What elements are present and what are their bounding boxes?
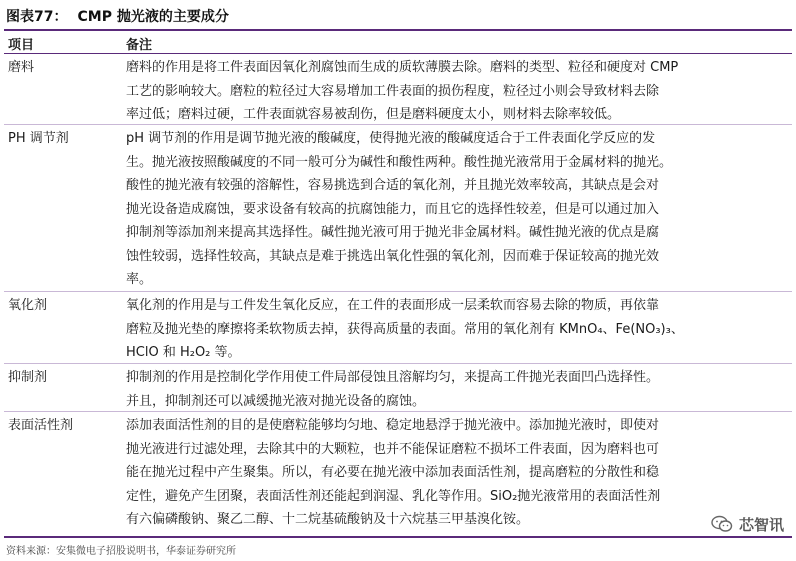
row-label: 表面活性剂 [8, 418, 74, 433]
row-notes [126, 414, 786, 532]
table-row [4, 125, 792, 292]
note-line: 率。 [126, 272, 153, 287]
wechat-icon [711, 515, 733, 533]
header-notes: 备注 [126, 38, 153, 53]
note-line: 工艺的影响较大。磨粒的粒径过大容易增加工件表面的损伤程度，粒径过小则会导致材料去除 [126, 83, 660, 99]
note-line: 定性，避免产生团聚，表面活性剂还能起到润湿、乳化等作用。SiO₂抛光液常用的表面活性剂 [126, 488, 661, 504]
note-line: 添加表面活性剂的目的是使磨粒能够均匀地、稳定地悬浮于抛光液中。添加抛光液时，即使对 [126, 418, 660, 433]
row-notes [126, 294, 786, 365]
figure-number: 图表77： [6, 9, 68, 25]
note-line: 磨料的作用是将工件表面因氧化剂腐蚀而生成的质软薄膜去除。磨料的类型、粒径和硬度对 CMP [126, 60, 679, 75]
watermark-text: 芯智讯 [738, 515, 784, 534]
note-line: 抛光设备造成腐蚀，要求设备有较高的抗腐蚀能力，而且它的选择性较差，但是可以通过加入 [126, 201, 660, 217]
table-row [4, 292, 792, 364]
note-line: 酸性的抛光液有较强的溶解性，容易挑选到合适的氧化剂，并且抛光效率较高，其缺点是会对 [126, 178, 660, 193]
note-line: 生。抛光液按照酸碱度的不同一般可分为碱性和酸性两种。酸性抛光液常用于金属材料的抛光。 [126, 154, 673, 170]
note-line: pH 调节剂的作用是调节抛光液的酸碱度，使得抛光液的酸碱度适合于工件表面化学反应的发 [126, 131, 656, 146]
row-label: 氧化剂 [8, 298, 48, 313]
note-line: 抑制剂等添加剂来提高其选择性。碱性抛光液可用于抛光非金属材料。碱性抛光液的优点是腐 [126, 225, 660, 240]
note-line: 抛光液进行过滤处理，去除其中的大颗粒，也并不能保证磨粒不损坏工件表面，因为磨料也可 [126, 441, 660, 457]
note-line: 率过低；磨料过硬，工件表面就容易被刮伤，但是磨料硬度太小，则材料去除率较低。 [126, 107, 621, 122]
watermark [707, 512, 788, 536]
figure-title [6, 6, 229, 26]
header-item: 项目 [8, 38, 35, 53]
row-notes [126, 366, 786, 413]
table-row [4, 412, 792, 538]
table-row [4, 364, 792, 412]
row-notes [126, 56, 786, 127]
table-row [4, 54, 792, 125]
table-header [4, 31, 792, 54]
note-line: 氧化剂的作用是与工件发生氧化反应，在工件的表面形成一层柔软而容易去除的物质，再依靠 [126, 298, 660, 313]
row-label: PH 调节剂 [8, 131, 69, 146]
figure-name: CMP 抛光液的主要成分 [77, 9, 229, 25]
note-line: 蚀性较弱，选择性较高，其缺点是难于挑选出氧化性强的氧化剂，因而难于保证较高的抛光效 [126, 248, 660, 264]
row-label: 磨料 [8, 60, 35, 75]
note-line: 抑制剂的作用是控制化学作用使工件局部侵蚀且溶解均匀，来提高工件抛光表面凹凸选择性。 [126, 370, 660, 385]
note-line: 能在抛光过程中产生聚集。所以，有必要在抛光液中添加表面活性剂，提高磨粒的分散性和稳 [126, 465, 660, 480]
note-line: HClO 和 H₂O₂ 等。 [126, 345, 241, 360]
note-line: 并且，抑制剂还可以减缓抛光液对抛光设备的腐蚀。 [126, 393, 426, 409]
row-notes [126, 127, 786, 292]
row-label: 抑制剂 [8, 370, 48, 385]
source-note: 资料来源：安集微电子招股说明书，华泰证券研究所 [6, 546, 236, 557]
note-line: 有六偏磷酸钠、聚乙二醇、十二烷基硫酸钠及十六烷基三甲基溴化铵。 [126, 512, 530, 527]
note-line: 磨粒及抛光垫的摩擦将柔软物质去掉，获得高质量的表面。常用的氧化剂有 KMnO₄、Fe(NO₃)₃、 [126, 321, 684, 337]
